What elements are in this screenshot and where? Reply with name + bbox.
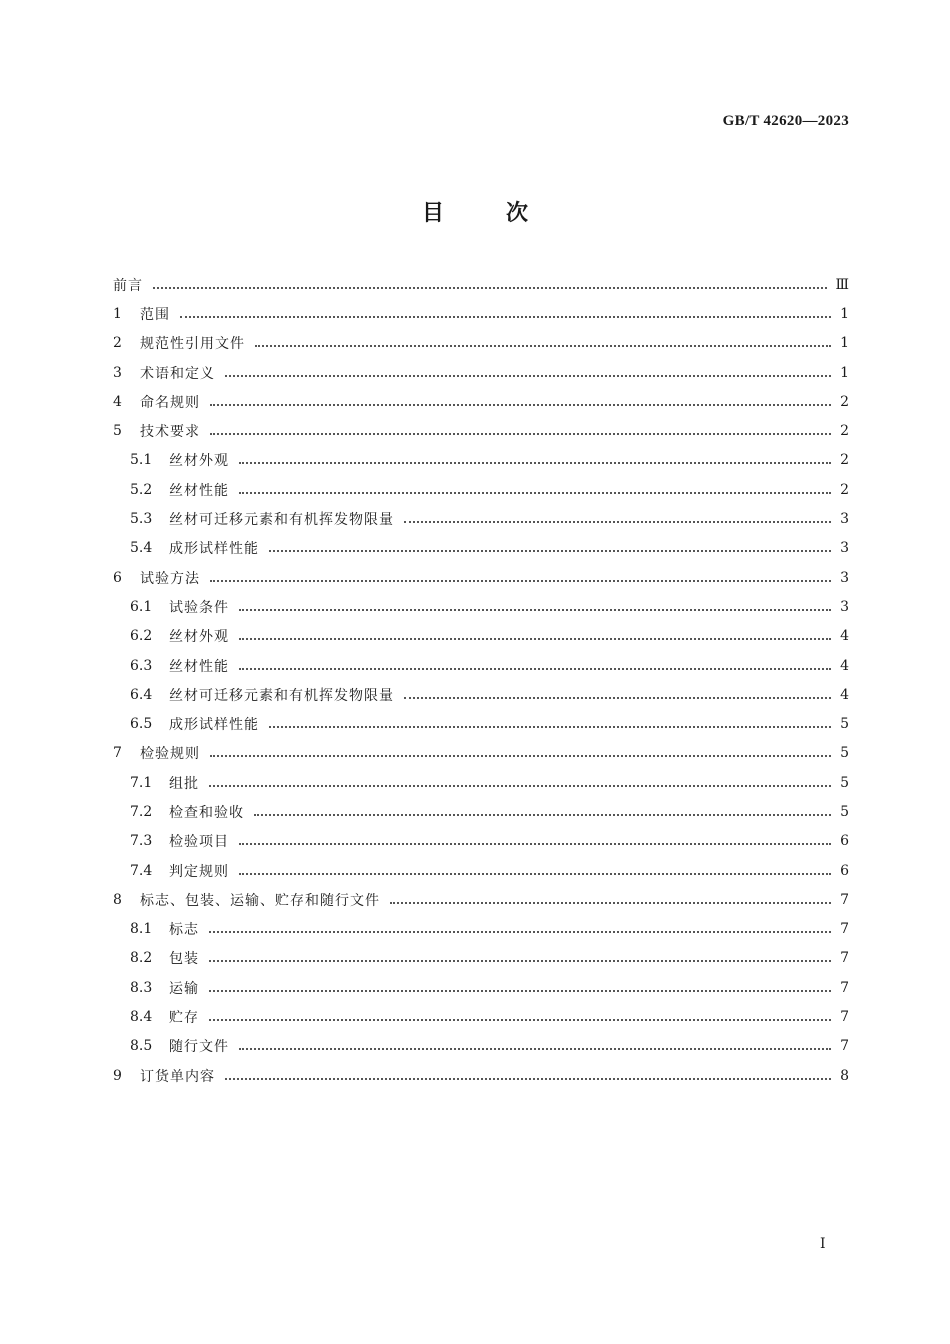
toc-entry[interactable] — [113, 358, 849, 387]
dot-leader — [269, 726, 831, 728]
dot-leader — [255, 345, 831, 347]
toc-entry-title: 丝材外观 — [169, 453, 229, 470]
toc-entry[interactable] — [113, 709, 849, 738]
toc-entry-number: 8 — [113, 891, 122, 908]
dot-leader — [269, 550, 831, 552]
toc-entry-page: 7 — [840, 1038, 849, 1055]
toc-entry-number: 6 — [113, 569, 122, 586]
toc-entry[interactable] — [113, 1002, 849, 1031]
toc-entry-number: 8.5 — [130, 1038, 153, 1055]
toc-entry-page: 7 — [840, 1009, 849, 1026]
toc-entry-page: 7 — [840, 921, 849, 938]
toc-entry-page: 1 — [840, 335, 849, 352]
toc-entry[interactable] — [113, 915, 849, 944]
toc-entry-number: 5 — [113, 423, 122, 440]
toc-entry-number: 6.4 — [130, 686, 153, 703]
toc-entry[interactable] — [113, 299, 849, 328]
toc-entry-title: 组批 — [169, 775, 199, 792]
toc-entry-number: 2 — [113, 335, 122, 352]
toc-entry-title: 丝材性能 — [169, 482, 229, 499]
toc-entry-title: 范围 — [140, 306, 170, 323]
toc-entry-number: 3 — [113, 364, 122, 381]
dot-leader — [239, 609, 831, 611]
toc-entry-title: 技术要求 — [140, 424, 200, 441]
toc-entry-title: 试验方法 — [140, 570, 200, 587]
dot-leader — [209, 990, 831, 992]
toc-entry-number: 6.3 — [130, 657, 153, 674]
toc-entry-page: 3 — [840, 569, 849, 586]
dot-leader — [239, 843, 831, 845]
toc-entry-page: 3 — [840, 511, 849, 528]
toc-entry-title: 规范性引用文件 — [140, 336, 245, 353]
toc-entry-page: 4 — [840, 686, 849, 703]
toc-entry-title: 随行文件 — [169, 1039, 229, 1056]
toc-entry-title: 检验规则 — [140, 746, 200, 763]
toc-entry[interactable] — [113, 944, 849, 973]
toc-entry[interactable] — [113, 475, 849, 504]
dot-leader — [239, 462, 831, 464]
toc-entry-page: 8 — [840, 1067, 849, 1084]
toc-entry-page: 1 — [840, 364, 849, 381]
toc-entry-page: 5 — [840, 774, 849, 791]
page-number: Ⅰ — [820, 1236, 826, 1252]
toc-entry-title: 运输 — [169, 980, 199, 997]
toc-entry[interactable] — [113, 973, 849, 1002]
toc-entry-number: 7.3 — [130, 833, 153, 850]
toc-entry-title: 前言 — [113, 277, 143, 294]
dot-leader — [239, 638, 831, 640]
toc-entry[interactable] — [113, 387, 849, 416]
toc-entry-title: 检查和验收 — [169, 804, 244, 821]
toc-entry-number: 6.1 — [130, 598, 153, 615]
toc-entry-page: 5 — [840, 803, 849, 820]
toc-entry-title: 订货单内容 — [140, 1068, 215, 1085]
toc-entry[interactable] — [113, 797, 849, 826]
toc-entry[interactable] — [113, 534, 849, 563]
dot-leader — [239, 668, 831, 670]
dot-leader — [180, 316, 831, 318]
toc-entry-title: 标志、包装、运输、贮存和随行文件 — [140, 892, 380, 909]
page-title: 目次 — [421, 201, 590, 226]
toc-entry[interactable] — [113, 856, 849, 885]
toc-entry-page: 5 — [840, 745, 849, 762]
dot-leader — [239, 492, 831, 494]
toc-entry[interactable] — [113, 827, 849, 856]
toc-entry-number: 7 — [113, 745, 122, 762]
toc-entry-page: 7 — [840, 950, 849, 967]
toc-entry-page: 7 — [840, 979, 849, 996]
toc-entry-page: 2 — [840, 452, 849, 469]
toc-entry-number: 5.4 — [130, 540, 153, 557]
toc-entry-title: 命名规则 — [140, 394, 200, 411]
dot-leader — [239, 873, 831, 875]
toc-entry[interactable] — [113, 651, 849, 680]
dot-leader — [210, 755, 831, 757]
toc-entry[interactable] — [113, 739, 849, 768]
toc-entry-page: 2 — [840, 423, 849, 440]
toc-entry-number: 5.1 — [130, 452, 153, 469]
toc-entry-title: 检验项目 — [169, 834, 229, 851]
dot-leader — [225, 1078, 831, 1080]
dot-leader — [404, 521, 831, 523]
toc-entry-page: 4 — [840, 628, 849, 645]
toc-entry-number: 8.2 — [130, 950, 153, 967]
toc-entry-number: 4 — [113, 393, 122, 410]
toc-entry[interactable] — [113, 680, 849, 709]
toc-entry-number: 7.4 — [130, 862, 153, 879]
toc-entry[interactable] — [113, 1061, 849, 1090]
toc-entry-title: 贮存 — [169, 1010, 199, 1027]
toc-entry-number: 6.5 — [130, 716, 153, 733]
toc-entry-page: 3 — [840, 540, 849, 557]
toc-entry-number: 7.1 — [130, 774, 153, 791]
toc-entry-title: 包装 — [169, 951, 199, 968]
toc-entry[interactable] — [113, 504, 849, 533]
dot-leader — [209, 960, 831, 962]
dot-leader — [239, 1048, 831, 1050]
toc-entry-number: 1 — [113, 305, 122, 322]
toc-entry-title: 试验条件 — [169, 599, 229, 616]
toc-entry-number: 7.2 — [130, 803, 153, 820]
toc-entry-number: 8.4 — [130, 1009, 153, 1026]
toc-entry-title: 判定规则 — [169, 863, 229, 880]
toc-entry-title: 标志 — [169, 922, 199, 939]
toc-entry[interactable] — [113, 768, 849, 797]
table-of-contents — [113, 270, 849, 1090]
toc-entry[interactable] — [113, 1032, 849, 1061]
toc-entry-page: 4 — [840, 657, 849, 674]
toc-entry-page: 7 — [840, 891, 849, 908]
toc-entry-number: 8.3 — [130, 979, 153, 996]
toc-entry[interactable] — [113, 563, 849, 592]
toc-entry-page: 6 — [840, 833, 849, 850]
toc-entry-number: 8.1 — [130, 921, 153, 938]
toc-entry-title: 丝材可迁移元素和有机挥发物限量 — [169, 687, 394, 704]
toc-entry-title: 丝材性能 — [169, 658, 229, 675]
toc-entry-page: 2 — [840, 481, 849, 498]
dot-leader — [210, 580, 831, 582]
toc-entry-title: 术语和定义 — [140, 365, 215, 382]
toc-entry-page: 3 — [840, 598, 849, 615]
dot-leader — [209, 785, 831, 787]
dot-leader — [404, 697, 831, 699]
toc-entry-title: 丝材外观 — [169, 629, 229, 646]
toc-entry-title: 成形试样性能 — [169, 541, 259, 558]
toc-entry-page: 1 — [840, 305, 849, 322]
toc-entry-number: 6.2 — [130, 628, 153, 645]
toc-entry-number: 5.3 — [130, 511, 153, 528]
dot-leader — [210, 433, 831, 435]
dot-leader — [209, 1019, 831, 1021]
toc-entry[interactable] — [113, 270, 849, 299]
toc-entry[interactable] — [113, 622, 849, 651]
toc-entry-number: 5.2 — [130, 481, 153, 498]
toc-entry-page: Ⅲ — [835, 276, 849, 293]
toc-entry-page: 6 — [840, 862, 849, 879]
standard-code: GB/T 42620—2023 — [722, 113, 849, 129]
toc-entry-page: 2 — [840, 393, 849, 410]
dot-leader — [225, 375, 831, 377]
dot-leader — [254, 814, 831, 816]
dot-leader — [390, 902, 831, 904]
toc-entry-number: 9 — [113, 1067, 122, 1084]
dot-leader — [210, 404, 831, 406]
toc-entry-title: 成形试样性能 — [169, 717, 259, 734]
toc-entry[interactable] — [113, 446, 849, 475]
toc-entry-page: 5 — [840, 716, 849, 733]
toc-entry[interactable] — [113, 592, 849, 621]
dot-leader — [153, 287, 827, 289]
toc-entry[interactable] — [113, 885, 849, 914]
toc-entry[interactable] — [113, 329, 849, 358]
toc-entry-title: 丝材可迁移元素和有机挥发物限量 — [169, 512, 394, 529]
toc-entry[interactable] — [113, 416, 849, 445]
dot-leader — [209, 931, 831, 933]
